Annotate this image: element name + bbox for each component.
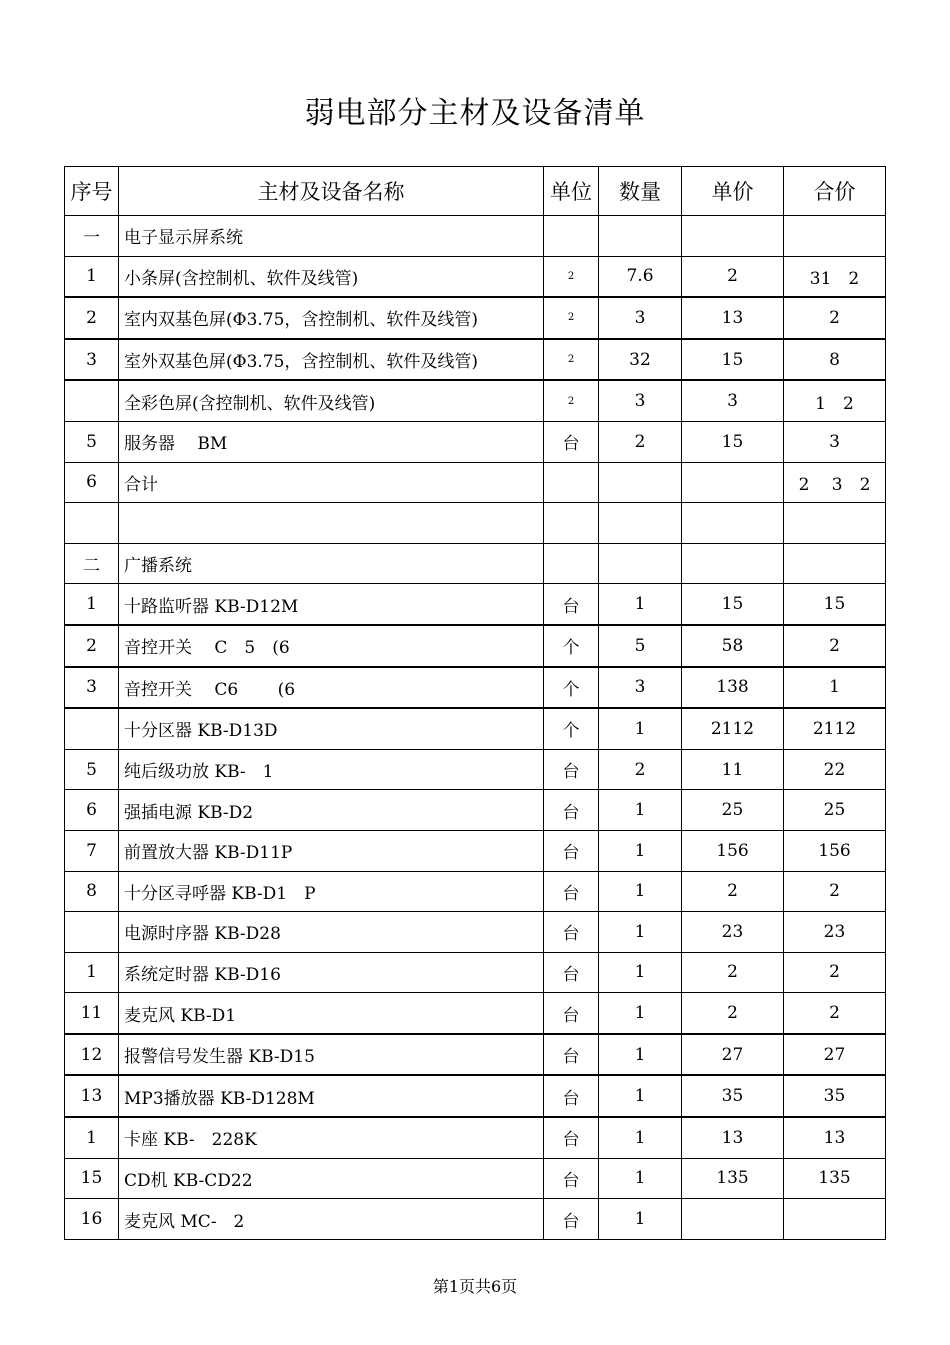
cell-name: 十路监听器 KB-D12M xyxy=(119,584,544,625)
cell-unit: 台 xyxy=(544,749,599,790)
cell-unit: 台 xyxy=(544,952,599,993)
table-row xyxy=(65,421,886,462)
cell-qty: 1 xyxy=(599,830,682,871)
cell-seq: 1 xyxy=(65,1117,119,1158)
cell-price: 13 xyxy=(682,1117,784,1158)
cell-total: 1 2 xyxy=(784,380,886,421)
table-row xyxy=(65,216,886,257)
cell-price: 11 xyxy=(682,749,784,790)
cell-price xyxy=(682,462,784,503)
cell-seq xyxy=(65,503,119,544)
cell-seq: 6 xyxy=(65,462,119,503)
cell-total xyxy=(784,503,886,544)
table-row xyxy=(65,1158,886,1199)
cell-total: 31 2 xyxy=(784,256,886,297)
cell-total: 2 xyxy=(784,952,886,993)
page-footer: 第1页共6页 xyxy=(432,1277,518,1296)
cell-seq: 15 xyxy=(65,1158,119,1199)
cell-unit: 2 xyxy=(544,339,599,381)
cell-seq: 6 xyxy=(65,790,119,831)
cell-seq: 1 xyxy=(65,584,119,625)
cell-total: 27 xyxy=(784,1034,886,1076)
cell-price: 35 xyxy=(682,1075,784,1117)
table-row xyxy=(65,584,886,625)
cell-qty: 7.6 xyxy=(599,256,682,297)
cell-unit: 个 xyxy=(544,667,599,709)
cell-price: 58 xyxy=(682,625,784,667)
cell-seq xyxy=(65,708,119,749)
table-row xyxy=(65,790,886,831)
cell-total: 23 xyxy=(784,912,886,953)
page-title: 弱电部分主材及设备清单 xyxy=(304,96,646,131)
cell-unit xyxy=(544,462,599,503)
header-unit: 单位 xyxy=(544,167,599,216)
cell-price xyxy=(682,1199,784,1240)
cell-unit: 台 xyxy=(544,1158,599,1199)
cell-seq: 3 xyxy=(65,667,119,709)
cell-total: 3 xyxy=(784,421,886,462)
cell-name: 系统定时器 KB-D16 xyxy=(119,952,544,993)
cell-total: 1 xyxy=(784,667,886,709)
cell-name: 室内双基色屏(Φ3.75，含控制机、软件及线管) xyxy=(119,297,544,339)
cell-qty: 1 xyxy=(599,1075,682,1117)
cell-qty: 2 xyxy=(599,749,682,790)
cell-qty: 1 xyxy=(599,912,682,953)
table-row xyxy=(65,708,886,749)
cell-unit: 台 xyxy=(544,584,599,625)
cell-total: 22 xyxy=(784,749,886,790)
cell-price: 2112 xyxy=(682,708,784,749)
cell-unit: 2 xyxy=(544,256,599,297)
table-row xyxy=(65,462,886,503)
cell-unit: 台 xyxy=(544,871,599,912)
cell-total: 156 xyxy=(784,830,886,871)
cell-name: 服务器 BM xyxy=(119,421,544,462)
cell-name: 音控开关 C 5 (6 xyxy=(119,625,544,667)
cell-unit: 2 xyxy=(544,297,599,339)
cell-total: 135 xyxy=(784,1158,886,1199)
cell-qty: 3 xyxy=(599,297,682,339)
cell-seq xyxy=(65,912,119,953)
cell-total: 2 xyxy=(784,871,886,912)
table-row xyxy=(65,1117,886,1158)
table-row xyxy=(65,993,886,1034)
cell-name: 小条屏(含控制机、软件及线管) xyxy=(119,256,544,297)
table-row xyxy=(65,625,886,667)
cell-name: 合计 xyxy=(119,462,544,503)
cell-name: 报警信号发生器 KB-D15 xyxy=(119,1034,544,1076)
cell-unit: 台 xyxy=(544,1034,599,1076)
table-row xyxy=(65,871,886,912)
cell-unit: 台 xyxy=(544,1199,599,1240)
cell-qty: 32 xyxy=(599,339,682,381)
cell-name: 十分区寻呼器 KB-D1 P xyxy=(119,871,544,912)
cell-price xyxy=(682,543,784,584)
cell-seq: 二 xyxy=(65,543,119,584)
cell-total: 13 xyxy=(784,1117,886,1158)
cell-total: 25 xyxy=(784,790,886,831)
table-row xyxy=(65,667,886,709)
cell-seq: 7 xyxy=(65,830,119,871)
cell-seq: 3 xyxy=(65,339,119,381)
cell-total: 2 xyxy=(784,297,886,339)
header-price: 单价 xyxy=(682,167,784,216)
cell-total xyxy=(784,216,886,257)
cell-seq: 8 xyxy=(65,871,119,912)
cell-total: 2 3 2 xyxy=(784,462,886,503)
table-row xyxy=(65,1034,886,1076)
cell-price: 23 xyxy=(682,912,784,953)
cell-unit: 2 xyxy=(544,380,599,421)
cell-price: 2 xyxy=(682,993,784,1034)
cell-name: 音控开关 C6 (6 xyxy=(119,667,544,709)
cell-total: 2 xyxy=(784,993,886,1034)
table-row xyxy=(65,912,886,953)
cell-seq: 12 xyxy=(65,1034,119,1076)
cell-qty xyxy=(599,462,682,503)
cell-seq: 一 xyxy=(65,216,119,257)
cell-price: 25 xyxy=(682,790,784,831)
cell-seq: 1 xyxy=(65,256,119,297)
cell-seq: 16 xyxy=(65,1199,119,1240)
cell-price: 13 xyxy=(682,297,784,339)
cell-price xyxy=(682,503,784,544)
cell-unit: 台 xyxy=(544,421,599,462)
cell-unit: 台 xyxy=(544,1117,599,1158)
cell-price: 156 xyxy=(682,830,784,871)
cell-price: 15 xyxy=(682,584,784,625)
materials-table xyxy=(64,166,886,1240)
cell-price: 15 xyxy=(682,421,784,462)
cell-qty xyxy=(599,543,682,584)
cell-qty: 1 xyxy=(599,993,682,1034)
table-row xyxy=(65,256,886,297)
table-body xyxy=(65,216,886,1240)
cell-unit: 台 xyxy=(544,1075,599,1117)
cell-price: 27 xyxy=(682,1034,784,1076)
cell-name: 十分区器 KB-D13D xyxy=(119,708,544,749)
table-row xyxy=(65,1199,886,1240)
cell-unit: 台 xyxy=(544,912,599,953)
cell-name: CD机 KB-CD22 xyxy=(119,1158,544,1199)
cell-unit: 个 xyxy=(544,708,599,749)
cell-price: 2 xyxy=(682,952,784,993)
cell-total xyxy=(784,543,886,584)
cell-price: 15 xyxy=(682,339,784,381)
cell-unit xyxy=(544,216,599,257)
cell-price: 135 xyxy=(682,1158,784,1199)
cell-unit: 台 xyxy=(544,993,599,1034)
cell-name: MP3播放器 KB-D128M xyxy=(119,1075,544,1117)
cell-name: 麦克风 MC- 2 xyxy=(119,1199,544,1240)
table-row xyxy=(65,380,886,421)
table-header-row xyxy=(65,167,886,216)
cell-qty: 1 xyxy=(599,871,682,912)
cell-name: 室外双基色屏(Φ3.75，含控制机、软件及线管) xyxy=(119,339,544,381)
cell-name: 卡座 KB- 228K xyxy=(119,1117,544,1158)
cell-unit: 个 xyxy=(544,625,599,667)
cell-qty xyxy=(599,216,682,257)
cell-total: 8 xyxy=(784,339,886,381)
cell-seq: 5 xyxy=(65,749,119,790)
cell-seq: 11 xyxy=(65,993,119,1034)
cell-name: 前置放大器 KB-D11P xyxy=(119,830,544,871)
table-row xyxy=(65,749,886,790)
cell-qty: 1 xyxy=(599,1199,682,1240)
cell-qty: 1 xyxy=(599,584,682,625)
cell-unit: 台 xyxy=(544,830,599,871)
cell-qty: 3 xyxy=(599,380,682,421)
cell-qty: 3 xyxy=(599,667,682,709)
table-row xyxy=(65,1075,886,1117)
cell-qty xyxy=(599,503,682,544)
cell-name xyxy=(119,503,544,544)
cell-total: 15 xyxy=(784,584,886,625)
cell-price: 2 xyxy=(682,871,784,912)
cell-qty: 1 xyxy=(599,790,682,831)
cell-name: 广播系统 xyxy=(119,543,544,584)
cell-total: 2112 xyxy=(784,708,886,749)
header-name: 主材及设备名称 xyxy=(119,167,544,216)
cell-qty: 1 xyxy=(599,1158,682,1199)
cell-name: 纯后级功放 KB- 1 xyxy=(119,749,544,790)
cell-seq: 1 xyxy=(65,952,119,993)
cell-qty: 1 xyxy=(599,952,682,993)
cell-total: 35 xyxy=(784,1075,886,1117)
cell-name: 电子显示屏系统 xyxy=(119,216,544,257)
cell-price: 138 xyxy=(682,667,784,709)
cell-qty: 1 xyxy=(599,1117,682,1158)
cell-qty: 5 xyxy=(599,625,682,667)
cell-total xyxy=(784,1199,886,1240)
cell-name: 麦克风 KB-D1 xyxy=(119,993,544,1034)
cell-price xyxy=(682,216,784,257)
table-row xyxy=(65,952,886,993)
cell-name: 强插电源 KB-D2 xyxy=(119,790,544,831)
cell-unit: 台 xyxy=(544,790,599,831)
cell-unit xyxy=(544,503,599,544)
cell-price: 3 xyxy=(682,380,784,421)
table-row xyxy=(65,297,886,339)
cell-qty: 1 xyxy=(599,1034,682,1076)
cell-qty: 2 xyxy=(599,421,682,462)
cell-name: 电源时序器 KB-D28 xyxy=(119,912,544,953)
cell-seq: 2 xyxy=(65,297,119,339)
header-seq: 序号 xyxy=(65,167,119,216)
table-row xyxy=(65,339,886,381)
cell-seq xyxy=(65,380,119,421)
header-total: 合价 xyxy=(784,167,886,216)
cell-seq: 2 xyxy=(65,625,119,667)
cell-seq: 13 xyxy=(65,1075,119,1117)
table-row xyxy=(65,543,886,584)
cell-total: 2 xyxy=(784,625,886,667)
header-qty: 数量 xyxy=(599,167,682,216)
cell-unit xyxy=(544,543,599,584)
cell-qty: 1 xyxy=(599,708,682,749)
cell-price: 2 xyxy=(682,256,784,297)
cell-name: 全彩色屏(含控制机、软件及线管) xyxy=(119,380,544,421)
table-row xyxy=(65,503,886,544)
table-row xyxy=(65,830,886,871)
cell-seq: 5 xyxy=(65,421,119,462)
